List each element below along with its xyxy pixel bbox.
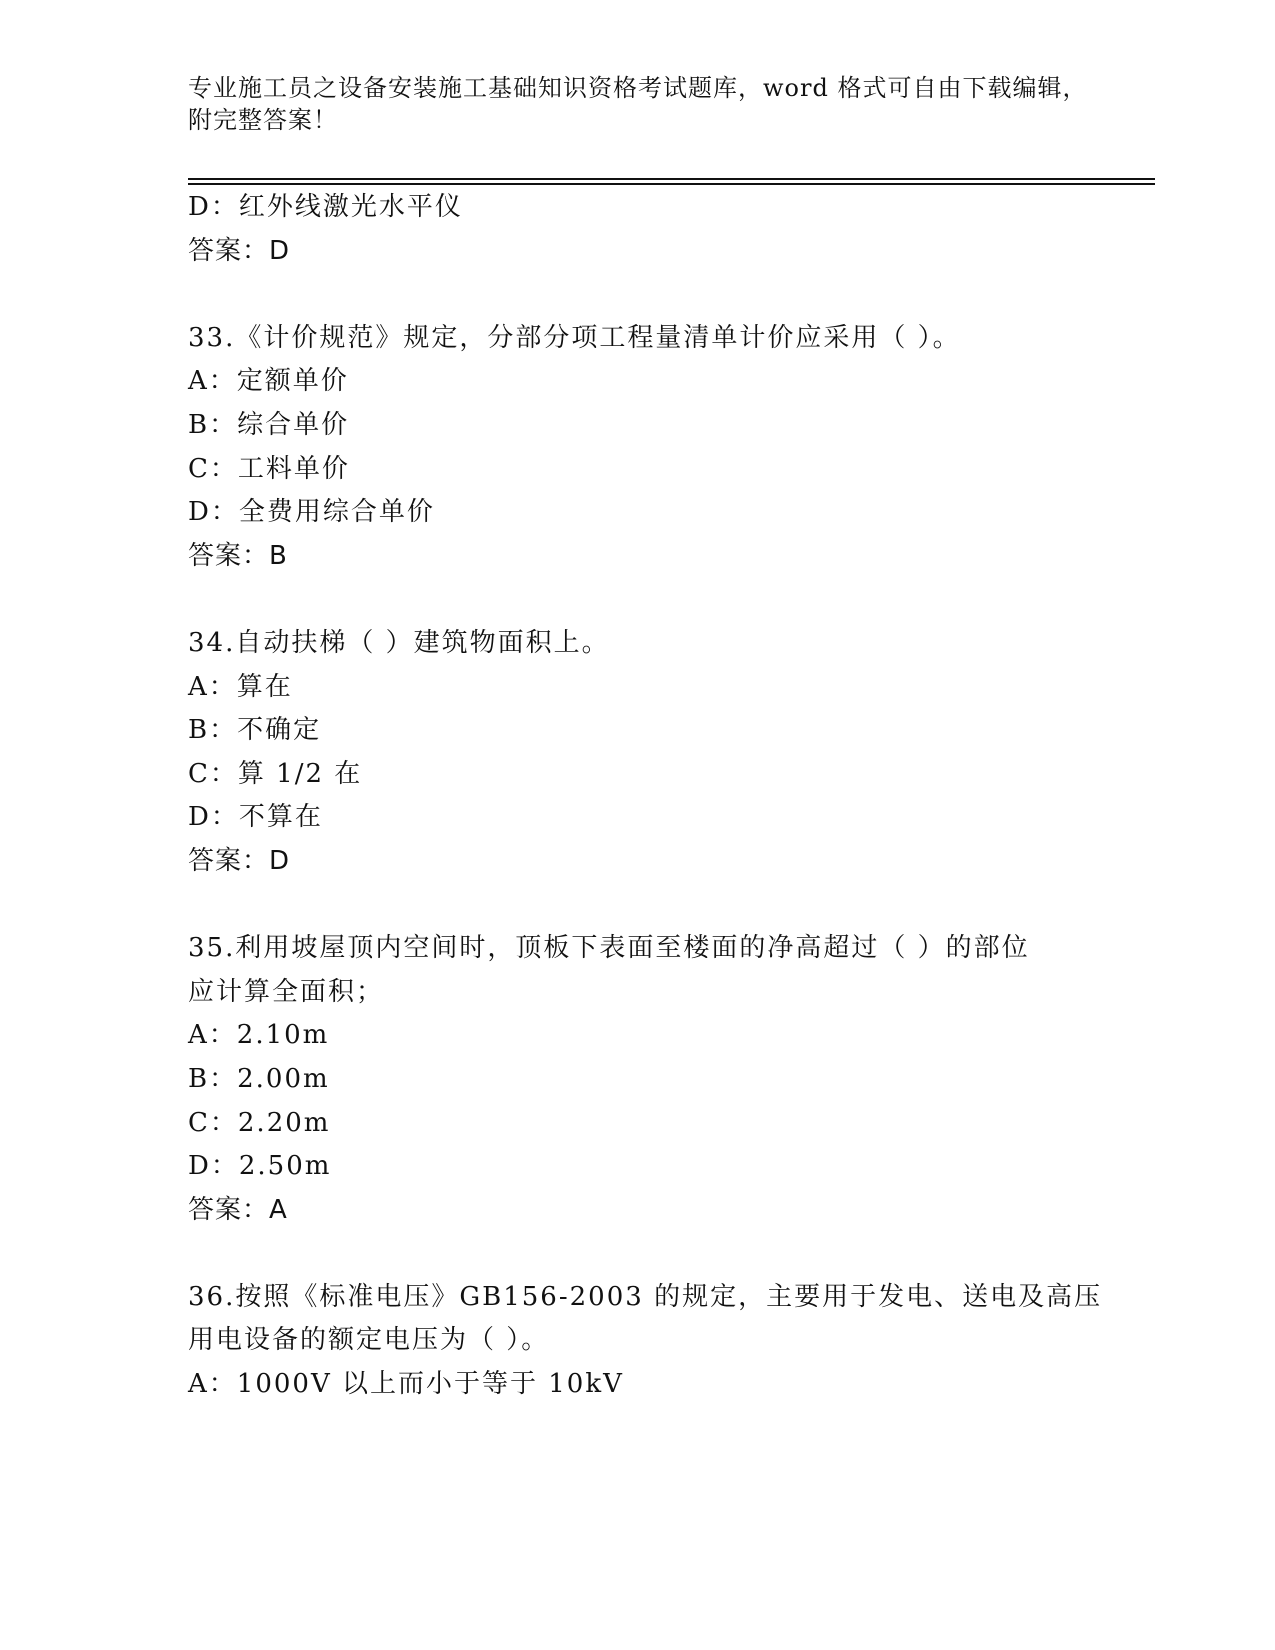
header-rule-top: [188, 178, 1155, 180]
question-36-stem-line-2: 用电设备的额定电压为（ ）。: [188, 1325, 550, 1355]
header-line-1: 专业施工员之设备安装施工基础知识资格考试题库，word 格式可自由下载编辑，: [188, 74, 1088, 102]
option-d-carryover: D：红外线激光水平仪: [188, 192, 463, 222]
answer-carryover: 答案：D: [188, 236, 291, 266]
question-35-stem-line-2: 应计算全面积；: [188, 977, 385, 1007]
question-35-option-a: A：2.10m: [188, 1020, 330, 1050]
question-36-stem-line-1: 36.按照《标准电压》GB156-2003 的规定，主要用于发电、送电及高压: [188, 1282, 1103, 1312]
document-header: [188, 72, 1088, 136]
question-34-option-d: D：不算在: [188, 802, 323, 832]
question-33-option-a: A：定额单价: [188, 366, 349, 396]
question-33-option-c: C：工料单价: [188, 454, 350, 484]
question-34-stem: 34.自动扶梯（ ）建筑物面积上。: [188, 628, 610, 658]
question-33-option-b: B：综合单价: [188, 410, 350, 440]
question-35-option-b: B：2.00m: [188, 1064, 330, 1094]
question-34-option-c: C：算 1/2 在: [188, 759, 363, 789]
question-34-option-a: A：算在: [188, 672, 293, 702]
question-33-option-d: D：全费用综合单价: [188, 497, 435, 527]
header-line-2: 附完整答案！: [188, 106, 338, 134]
question-36-option-a: A：1000V 以上而小于等于 10kV: [188, 1369, 624, 1399]
question-34-answer: 答案：D: [188, 846, 291, 876]
question-34-option-b: B：不确定: [188, 715, 322, 745]
question-35-option-c: C：2.20m: [188, 1108, 331, 1138]
question-35-answer: 答案：A: [188, 1195, 288, 1225]
question-35-stem-line-1: 35.利用坡屋顶内空间时，顶板下表面至楼面的净高超过（ ）的部位: [188, 933, 1030, 963]
question-33-answer: 答案：B: [188, 541, 288, 571]
question-35-option-d: D：2.50m: [188, 1151, 332, 1181]
header-rule-bottom: [188, 183, 1155, 185]
question-33-stem: 33.《计价规范》规定，分部分项工程量清单计价应采用（ ）。: [188, 323, 961, 353]
